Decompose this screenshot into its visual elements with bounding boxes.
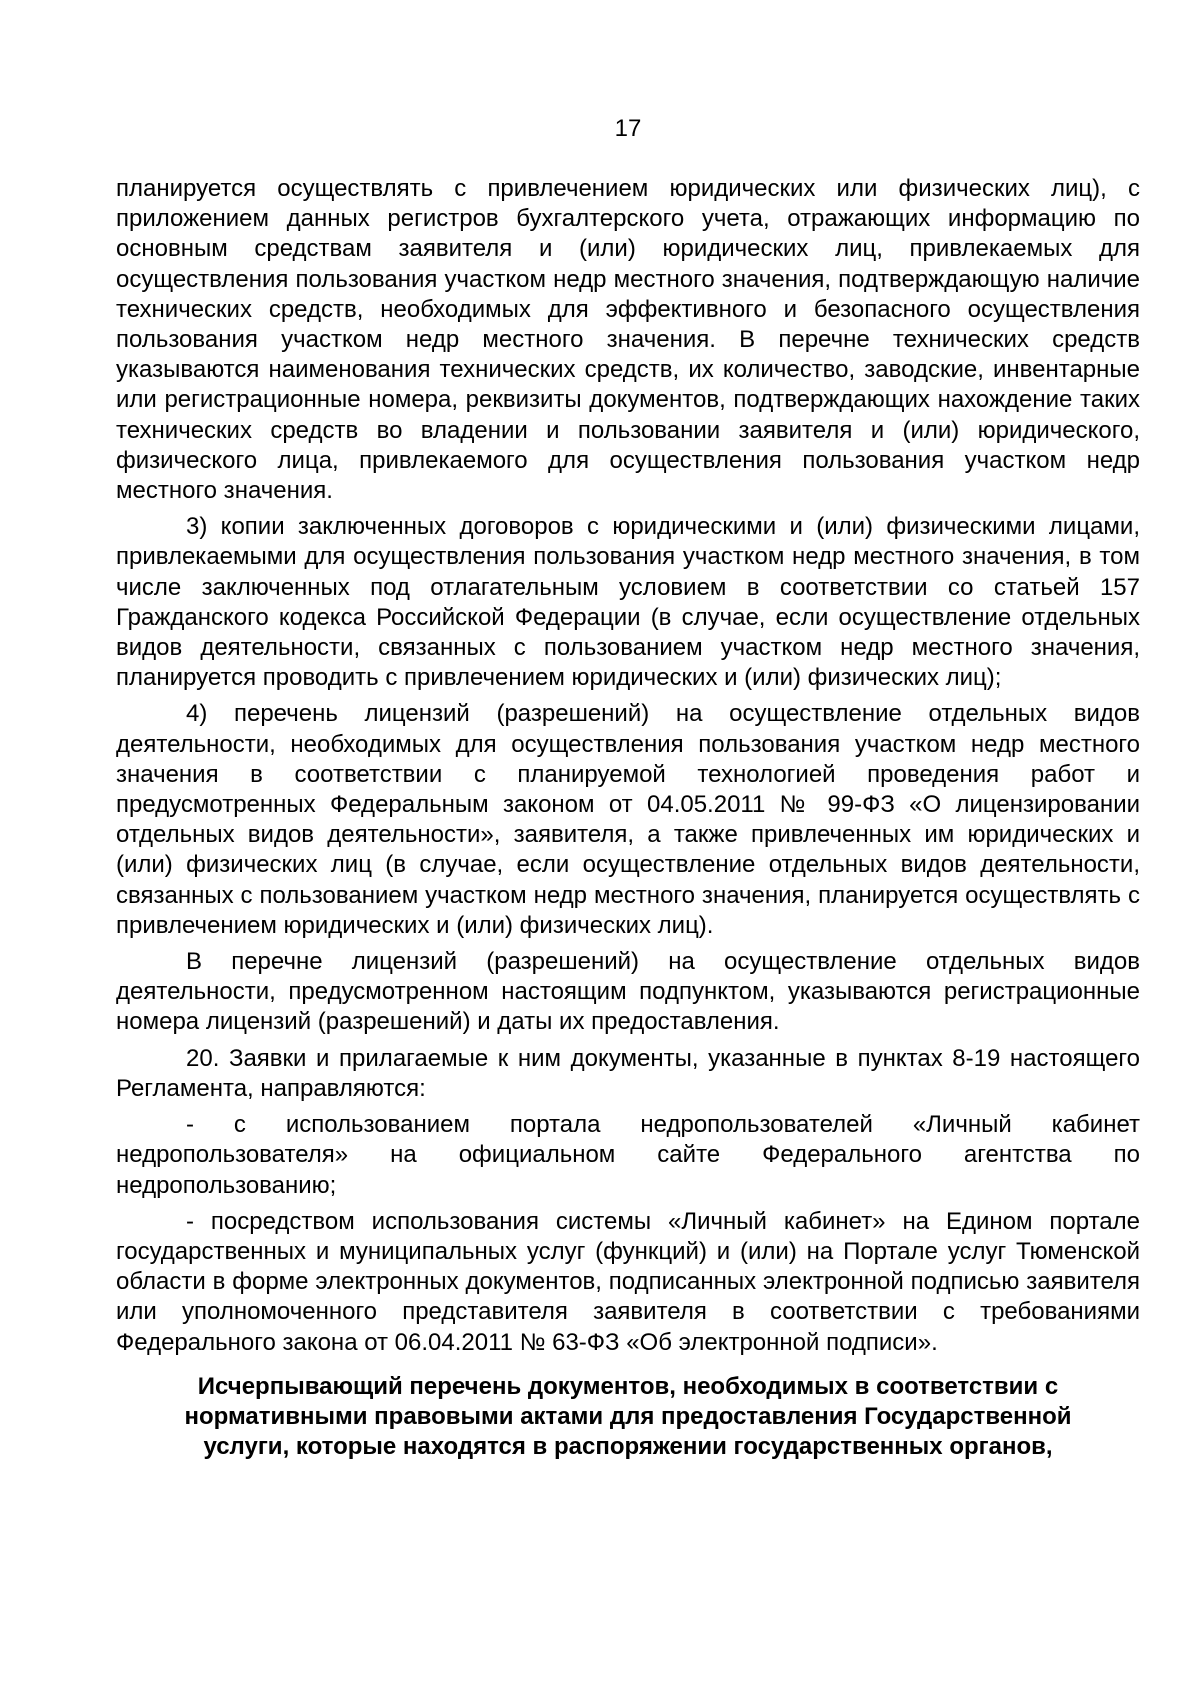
paragraph-continuation: планируется осуществлять с привлечением юридических или физических лиц), с приложением данных регистров бухгалтерского учета, отражающих информацию по основным средствам заявителя и (или) юридических лиц, привлекаемых для осуществления пользования участком недр местного значения, подтверждающую наличие технических средств, необходимых для эффективного и безопасного осуществления пользования участком недр местного значения. В перечне технических средств указываются наименования технических средств, их количество, заводские, инвентарные или регистрационные номера, реквизиты документов, подтверждающих нахождение таких технических средств во владении и пользовании заявителя и (или) юридического, физического лица, привлекаемого для осуществления пользования участком недр местного значения. [116, 175, 1140, 505]
paragraph-item-4: 4) перечень лицензий (разрешений) на осуществление отдельных видов деятельности, необходимых для осуществления пользования участком недр местного значения в соответствии с планируемой технологией проведения работ и предусмотренных Федеральным законом от 04.05.2011 № 99-ФЗ «О лицензировании отдельных видов деятельности», заявителя, а также привлеченных им юридических и (или) физических лиц (в случае, если осуществление отдельных видов деятельности, связанных с пользованием участком недр местного значения, планируется осуществлять с привлечением юридических и (или) физических лиц). [116, 700, 1140, 939]
paragraph-licenses-list: В перечне лицензий (разрешений) на осуществление отдельных видов деятельности, предусмотренном настоящим подпунктом, указываются регистрационные номера лицензий (разрешений) и даты их предоставления. [116, 948, 1140, 1036]
paragraph-bullet-portal: - с использованием портала недропользователей «Личный кабинет недропользователя» на официальном сайте Федерального агентства по недропользованию; [116, 1111, 1140, 1199]
document-body [116, 174, 1140, 1462]
page-number: 17 [614, 115, 642, 142]
paragraph-item-20: 20. Заявки и прилагаемые к ним документы, указанные в пунктах 8-19 настоящего Регламента, направляются: [116, 1044, 1140, 1102]
paragraph-item-3: 3) копии заключенных договоров с юридическими и (или) физическими лицами, привлекаемыми для осуществления пользования участком недр местного значения, в том числе заключенных под отлагательным условием в соответствии со статьей 157 Гражданского кодекса Российской Федерации (в случае, если осуществление отдельных видов деятельности, связанных с пользованием участком недр местного значения, планируется проводить с привлечением юридических и (или) физических лиц); [116, 513, 1140, 692]
section-heading: Исчерпывающий перечень документов, необходимых в соответствии с нормативными правовыми актами для предоставления Государственной услуги, которые находятся в распоряжении государственных органов, [184, 1372, 1072, 1461]
paragraph-bullet-gosuslugi: - посредством использования системы «Личный кабинет» на Едином портале государственных и муниципальных услуг (функций) и (или) на Портале услуг Тюменской области в форме электронных документов, подписанных электронной подписью заявителя или уполномоченного представителя заявителя в соответствии с требованиями Федерального закона от 06.04.2011 № 63-ФЗ «Об электронной подписи». [116, 1207, 1140, 1356]
